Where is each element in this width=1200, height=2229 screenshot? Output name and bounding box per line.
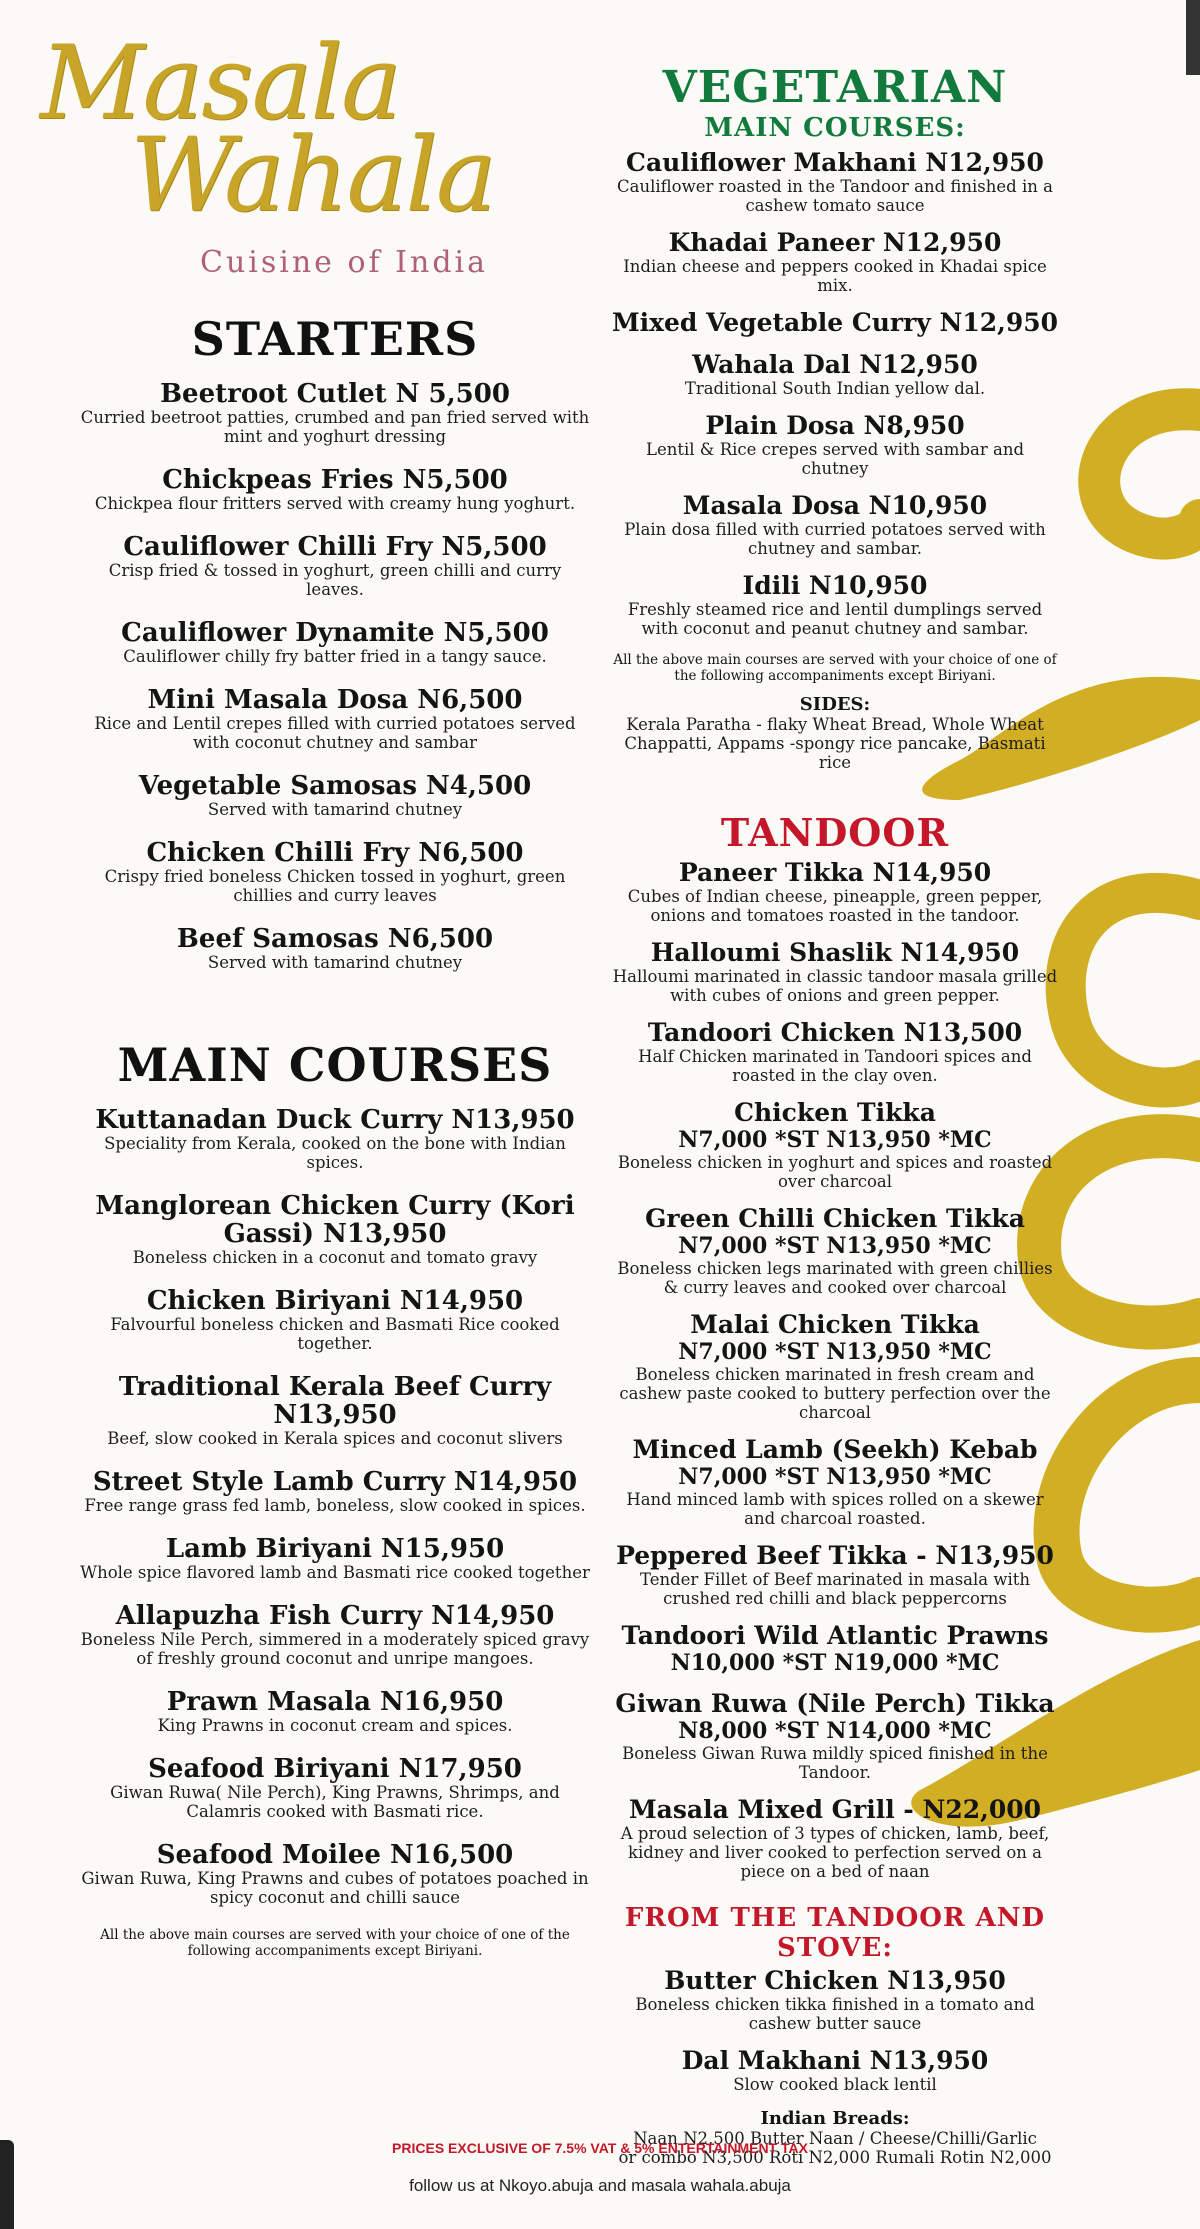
menu-item	[610, 1967, 1060, 2033]
menu-item-name: Halloumi Shaslik N14,950	[650, 938, 1020, 967]
menu-item-description: Chickpea flour fritters served with creamy hung yoghurt.	[94, 494, 576, 513]
menu-item-name: Mixed Vegetable Curry N12,950	[611, 308, 1059, 337]
menu-item-name: Plain Dosa N8,950	[705, 411, 965, 440]
menu-item-description: Served with tamarind chutney	[207, 800, 463, 819]
menu-item-description: Tender Fillet of Beef marinated in masala with crushed red chilli and black peppercorns	[639, 1570, 1031, 1608]
menu-item-name: Allapuzha Fish Curry N14,950	[115, 1601, 555, 1631]
menu-item-price: N7,000 *ST N13,950 *MC	[678, 1339, 992, 1365]
menu-item-name: Seafood Biriyani N17,950	[148, 1754, 522, 1784]
menu-item	[80, 686, 590, 752]
sides-heading: SIDES:	[799, 694, 871, 715]
menu-item	[610, 859, 1060, 925]
menu-item-description: King Prawns in coconut cream and spices.	[157, 1716, 513, 1735]
menu-item-description: Speciality from Kerala, cooked on the bone with Indian spices.	[104, 1134, 566, 1172]
menu-item	[610, 1622, 1060, 1676]
menu-item	[610, 1542, 1060, 1608]
menu-item	[80, 1106, 590, 1172]
menu-item-name: Paneer Tikka N14,950	[678, 858, 992, 887]
menu-item-description: Curried beetroot patties, crumbed and pan fried served with mint and yoghurt dressing	[80, 408, 590, 446]
menu-item-name: Mini Masala Dosa N6,500	[147, 685, 523, 715]
main-courses-list	[80, 1106, 590, 1907]
menu-item	[80, 925, 590, 972]
menu-item-name: Wahala Dal N12,950	[692, 350, 978, 379]
menu-item-description: Boneless Nile Perch, simmered in a moderately spiced gravy of freshly ground coconut and unripe mangoes.	[80, 1630, 590, 1668]
brand-name-line2: Wahala	[130, 116, 495, 235]
menu-item	[610, 1311, 1060, 1422]
menu-item	[80, 1192, 590, 1267]
menu-item	[80, 1841, 590, 1907]
brand-tagline: Cuisine of India	[200, 245, 489, 280]
brand-name-line1: Masala	[40, 24, 400, 143]
menu-item-description: Lentil & Rice crepes served with sambar and chutney	[645, 440, 1025, 478]
menu-item	[80, 839, 590, 905]
vegetarian-note: All the above main courses are served with your choice of one of the following accompaniments except Biriyani.	[613, 652, 1057, 684]
menu-item-description: Free range grass fed lamb, boneless, slow cooked in spices.	[84, 1496, 586, 1515]
menu-item-description: Halloumi marinated in classic tandoor masala grilled with cubes of onions and green pepper.	[612, 967, 1058, 1005]
vegetarian-heading: VEGETARIAN	[662, 62, 1008, 113]
tandoor-heading: TANDOOR	[720, 810, 950, 855]
menu-item-name: Traditional Kerala Beef Curry N13,950	[118, 1372, 552, 1430]
main-courses-note: All the above main courses are served with your choice of one of the following accompaniments except Biriyani.	[100, 1927, 570, 1959]
menu-item-name: Malai Chicken Tikka	[690, 1310, 980, 1339]
tandoor-list	[610, 859, 1060, 1881]
menu-item-description: Crisp fried & tossed in yoghurt, green chilli and curry leaves.	[108, 561, 562, 599]
menu-item-price: N7,000 *ST N13,950 *MC	[678, 1233, 992, 1259]
menu-item-name: Chicken Tikka	[734, 1098, 936, 1127]
menu-item	[610, 149, 1060, 215]
menu-item-description: Boneless chicken marinated in fresh cream and cashew paste cooked to buttery perfection over the charcoal	[619, 1365, 1051, 1422]
brand-logo	[40, 24, 600, 235]
menu-item	[80, 1535, 590, 1582]
menu-item-description: Served with tamarind chutney	[207, 953, 463, 972]
menu-item-description: Rice and Lentil crepes filled with curried potatoes served with coconut chutney and sambar	[94, 714, 576, 752]
menu-item-name: Tandoori Wild Atlantic Prawns	[621, 1621, 1049, 1650]
menu-item-name: Minced Lamb (Seekh) Kebab	[632, 1435, 1038, 1464]
menu-item-description: Traditional South Indian yellow dal.	[684, 379, 986, 398]
menu-item-description: Half Chicken marinated in Tandoori spices and roasted in the clay oven.	[638, 1047, 1032, 1085]
menu-item-description: Cauliflower chilly fry batter fried in a tangy sauce.	[123, 647, 547, 666]
menu-item	[610, 572, 1060, 638]
menu-item-description: Freshly steamed rice and lentil dumplings served with coconut and peanut chutney and sambar.	[627, 600, 1043, 638]
menu-item	[80, 1373, 590, 1448]
menu-item-name: Seafood Moilee N16,500	[156, 1840, 514, 1870]
menu-item-name: Cauliflower Makhani N12,950	[626, 148, 1044, 177]
starters-heading: STARTERS	[191, 312, 479, 366]
menu-item-name: Chicken Biriyani N14,950	[146, 1286, 524, 1316]
menu-item-description: Cubes of Indian cheese, pineapple, green pepper, onions and tomatoes roasted in the tandoor.	[627, 887, 1043, 925]
breads-line-2: or combo N3,500 Roti N2,000 Rumali Rotin N2,000	[618, 2148, 1052, 2167]
breads-heading: Indian Breads:	[760, 2108, 910, 2129]
menu-item-description: Slow cooked black lentil	[733, 2075, 937, 2094]
menu-item	[610, 2047, 1060, 2094]
vegetarian-list	[610, 149, 1060, 638]
menu-item	[610, 939, 1060, 1005]
menu-item-name: Street Style Lamb Curry N14,950	[92, 1467, 578, 1497]
menu-item-name: Prawn Masala N16,950	[166, 1687, 504, 1717]
menu-item-name: Peppered Beef Tikka - N13,950	[616, 1541, 1054, 1570]
menu-item-name: Vegetable Samosas N4,500	[138, 771, 532, 801]
right-column	[610, 62, 1060, 2167]
menu-item-name: Beef Samosas N6,500	[176, 924, 494, 954]
menu-item-description: Whole spice flavored lamb and Basmati rice cooked together	[80, 1563, 590, 1582]
menu-item	[610, 309, 1060, 337]
social-follow: follow us at Nkoyo.abuja and masala wahala.abuja	[409, 2176, 791, 2195]
menu-item	[610, 1205, 1060, 1297]
menu-item-name: Tandoori Chicken N13,500	[647, 1018, 1023, 1047]
menu-item	[610, 229, 1060, 295]
menu-item	[80, 772, 590, 819]
menu-item-name: Beetroot Cutlet N 5,500	[160, 379, 510, 409]
main-courses-heading: MAIN COURSES	[117, 1038, 553, 1092]
menu-item-name: Manglorean Chicken Curry (Kori Gassi) N13,950	[95, 1191, 575, 1249]
menu-item-name: Green Chilli Chicken Tikka	[645, 1204, 1025, 1233]
menu-item-description: Hand minced lamb with spices rolled on a skewer and charcoal roasted.	[626, 1490, 1044, 1528]
menu-item-name: Cauliflower Dynamite N5,500	[121, 618, 549, 648]
menu-item-description: Crispy fried boneless Chicken tossed in yoghurt, green chillies and curry leaves	[104, 867, 566, 905]
menu-item	[80, 619, 590, 666]
starters-list	[80, 380, 590, 972]
menu-item	[610, 1099, 1060, 1191]
menu-item	[610, 412, 1060, 478]
menu-item-description: Boneless chicken in yoghurt and spices and roasted over charcoal	[617, 1153, 1053, 1191]
menu-item	[80, 533, 590, 599]
menu-item-name: Idili N10,950	[742, 571, 928, 600]
menu-item-name: Masala Mixed Grill - N22,000	[628, 1795, 1042, 1824]
menu-item	[610, 1690, 1060, 1782]
sides-description: Kerala Paratha - flaky Wheat Bread, Whole Wheat Chappatti, Appams -spongy rice pancake, Basmati rice	[624, 715, 1046, 772]
menu-item-description: Indian cheese and peppers cooked in Khadai spice mix.	[623, 257, 1047, 295]
menu-item	[610, 351, 1060, 398]
stove-heading: FROM THE TANDOOR AND STOVE:	[624, 1903, 1046, 1963]
tax-notice: PRICES EXCLUSIVE OF 7.5% VAT & 5% ENTERTAINMENT TAX	[392, 2140, 808, 2156]
menu-item-name: Lamb Biriyani N15,950	[165, 1534, 505, 1564]
menu-item	[80, 1688, 590, 1735]
menu-item-name: Cauliflower Chilli Fry N5,500	[123, 532, 547, 562]
menu-item-name: Khadai Paneer N12,950	[668, 228, 1002, 257]
menu-item-name: Chickpeas Fries N5,500	[162, 465, 508, 495]
menu-item-price: N10,000 *ST N19,000 *MC	[670, 1650, 1000, 1676]
menu-item-description: Falvourful boneless chicken and Basmati Rice cooked together.	[110, 1315, 560, 1353]
menu-item-name: Kuttanadan Duck Curry N13,950	[95, 1105, 575, 1135]
menu-item-name: Giwan Ruwa (Nile Perch) Tikka	[615, 1689, 1055, 1718]
menu-item	[610, 1019, 1060, 1085]
menu-item	[80, 466, 590, 513]
menu-item	[80, 1755, 590, 1821]
menu-item-description: Beef, slow cooked in Kerala spices and coconut slivers	[107, 1429, 563, 1448]
menu-item-description: Boneless Giwan Ruwa mildly spiced finished in the Tandoor.	[622, 1744, 1048, 1782]
menu-item-description: A proud selection of 3 types of chicken, lamb, beef, kidney and liver cooked to perfection served on a piece on a bed of naan	[620, 1824, 1050, 1881]
menu-item	[610, 1436, 1060, 1528]
menu-item-description: Plain dosa filled with curried potatoes served with chutney and sambar.	[624, 520, 1046, 558]
menu-item-price: N7,000 *ST N13,950 *MC	[678, 1127, 992, 1153]
menu-item-description: Giwan Ruwa, King Prawns and cubes of potatoes poached in spicy coconut and chilli sauce	[81, 1869, 589, 1907]
menu-item	[80, 1287, 590, 1353]
menu-item-name: Masala Dosa N10,950	[682, 491, 988, 520]
stove-list	[610, 1967, 1060, 2094]
menu-item-name: Chicken Chilli Fry N6,500	[146, 838, 524, 868]
menu-item-description: Boneless chicken legs marinated with green chillies & curry leaves and cooked over charcoal	[617, 1259, 1053, 1297]
menu-item-name: Butter Chicken N13,950	[664, 1966, 1006, 1995]
menu-item	[610, 1796, 1060, 1881]
menu-item	[610, 492, 1060, 558]
menu-item-description: Boneless chicken in a coconut and tomato gravy	[132, 1248, 538, 1267]
menu-item	[80, 1602, 590, 1668]
menu-item-description: Cauliflower roasted in the Tandoor and finished in a cashew tomato sauce	[617, 177, 1053, 215]
menu-item-price: N7,000 *ST N13,950 *MC	[678, 1464, 992, 1490]
menu-item-name: Dal Makhani N13,950	[681, 2046, 989, 2075]
menu-item-price: N8,000 *ST N14,000 *MC	[678, 1718, 992, 1744]
menu-item-description: Boneless chicken tikka finished in a tomato and cashew butter sauce	[635, 1995, 1035, 2033]
vegetarian-subheading: MAIN COURSES:	[704, 113, 966, 143]
page-edge-shadow	[1186, 0, 1200, 75]
menu-item-description: Giwan Ruwa( Nile Perch), King Prawns, Shrimps, and Calamris cooked with Basmati rice.	[110, 1783, 560, 1821]
menu-item	[80, 1468, 590, 1515]
breads-line-1: Naan N2,500 Butter Naan / Cheese/Chilli/Garlic	[633, 2129, 1037, 2148]
left-column	[80, 312, 590, 1959]
menu-item	[80, 380, 590, 446]
